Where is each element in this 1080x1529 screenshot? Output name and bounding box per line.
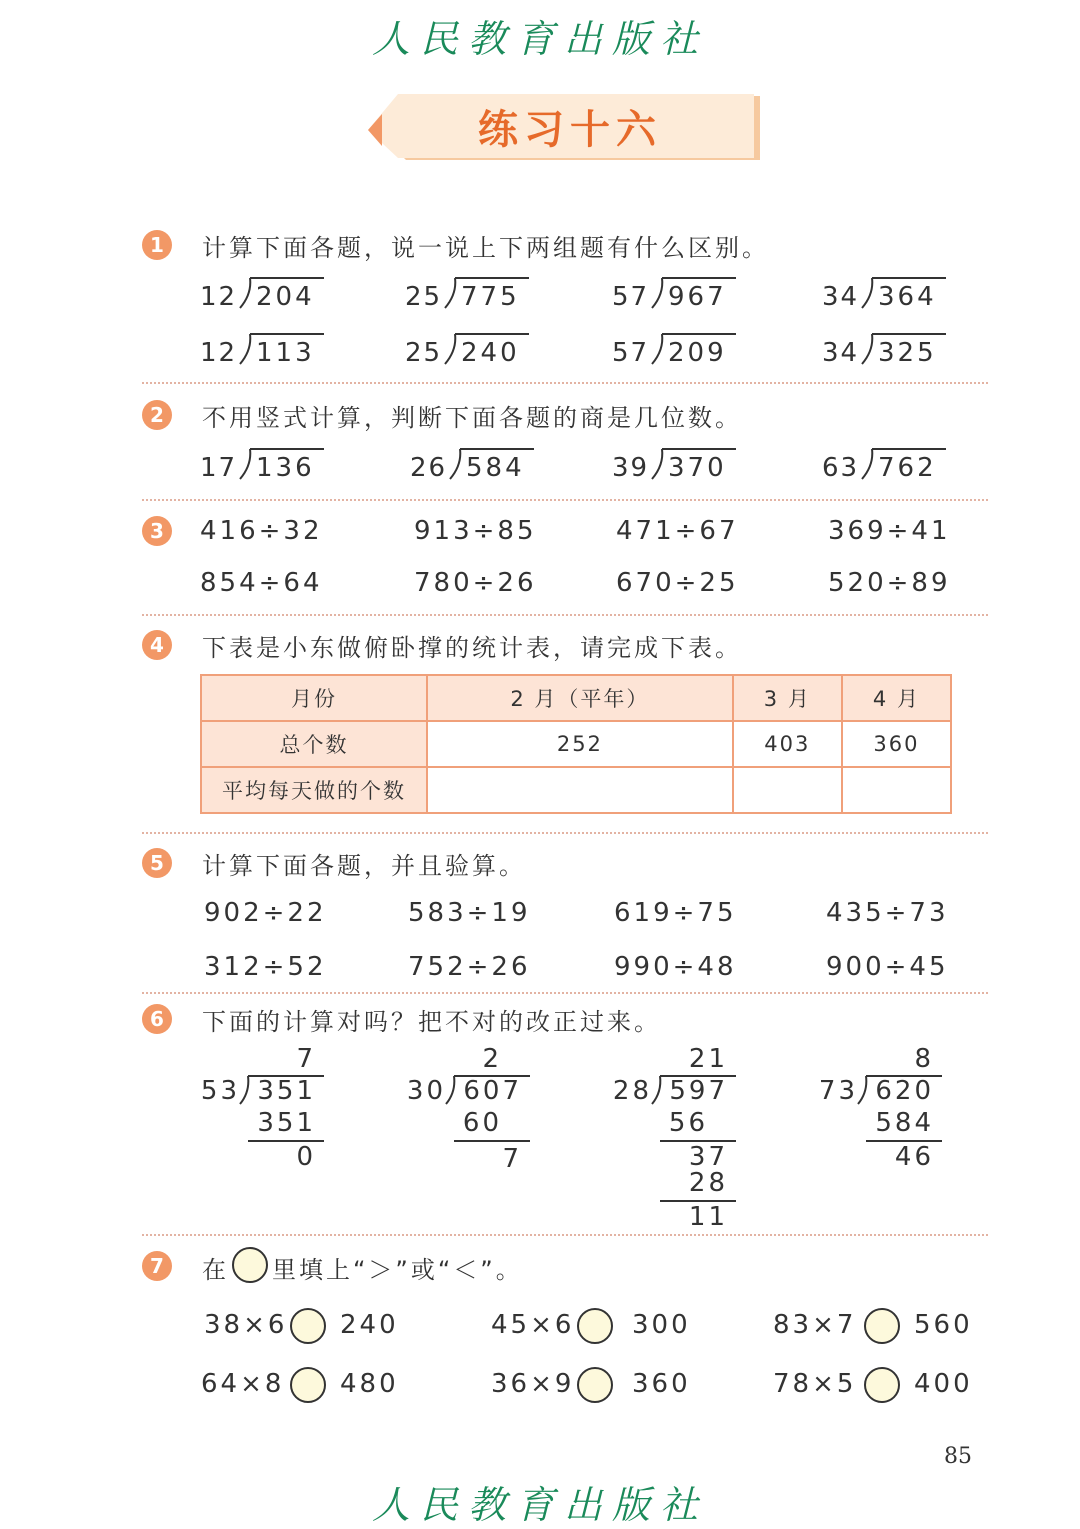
dividend: 364 [878, 282, 937, 312]
dividend: 775 [461, 282, 520, 312]
subtraction-line [454, 1140, 530, 1142]
exercise-number-1: 1 [142, 230, 172, 260]
division-problem [612, 451, 742, 491]
answer-cell[interactable] [842, 767, 951, 813]
divisor: 25 [405, 282, 443, 312]
work-step: 28 [688, 1168, 728, 1198]
table-header-row [201, 675, 951, 721]
section-divider [142, 992, 988, 994]
dividend: 607 [463, 1076, 522, 1106]
remainder: 7 [502, 1144, 522, 1174]
work-step: 351 [257, 1108, 316, 1138]
division-expression: 854÷64 [200, 568, 323, 598]
division-problem [822, 280, 952, 320]
long-division-work [406, 1044, 566, 1224]
quotient: 7 [296, 1044, 316, 1074]
division-expression: 780÷26 [414, 568, 537, 598]
answer-cell[interactable] [733, 767, 842, 813]
division-problem [405, 280, 535, 320]
division-problem [612, 336, 742, 376]
work-step: 584 [875, 1108, 934, 1138]
divisor: 12 [200, 282, 238, 312]
dividend: 967 [668, 282, 727, 312]
dividend: 351 [257, 1076, 316, 1106]
pushup-stats-table [200, 674, 952, 814]
table-cell: 360 [842, 721, 951, 767]
dividend: 584 [466, 453, 525, 483]
exercise-number-7: 7 [142, 1251, 172, 1281]
divisor: 57 [612, 282, 650, 312]
work-step: 56 [668, 1108, 708, 1138]
comparison-right: 360 [632, 1369, 691, 1399]
exercise-number-3: 3 [142, 516, 172, 546]
division-expression: 900÷45 [826, 952, 949, 982]
division-expression: 369÷41 [828, 516, 951, 546]
long-division-work [818, 1044, 978, 1224]
exercise-7-instruction-start: 在 [202, 1256, 229, 1284]
dividend: 370 [668, 453, 727, 483]
divisor: 30 [406, 1076, 446, 1106]
comparison-left: 83×7 [773, 1310, 857, 1340]
comparison-right: 560 [914, 1310, 973, 1340]
table-header-cell: 月份 [201, 675, 427, 721]
table-row [201, 767, 951, 813]
division-problem [200, 336, 330, 376]
divisor: 28 [612, 1076, 652, 1106]
remainder: 46 [894, 1142, 934, 1172]
divisor: 25 [405, 338, 443, 368]
division-expression: 435÷73 [826, 898, 949, 928]
comparison-item [773, 1367, 973, 1407]
comparison-circle[interactable] [864, 1367, 900, 1403]
table-cell: 403 [733, 721, 842, 767]
dividend: 325 [878, 338, 937, 368]
dividend: 204 [256, 282, 315, 312]
answer-circle-icon [232, 1247, 268, 1283]
section-divider [142, 382, 988, 384]
division-expression: 619÷75 [614, 898, 737, 928]
division-problem [822, 451, 952, 491]
exercise-5-instruction: 计算下面各题，并且验算。 [202, 852, 526, 880]
division-problem [612, 280, 742, 320]
dividend: 762 [878, 453, 937, 483]
comparison-circle[interactable] [577, 1367, 613, 1403]
table-cell: 252 [427, 721, 733, 767]
division-problem [822, 336, 952, 376]
division-expression: 990÷48 [614, 952, 737, 982]
divisor: 26 [410, 453, 448, 483]
comparison-item [201, 1367, 401, 1407]
table-row [201, 721, 951, 767]
work-step: 60 [462, 1108, 502, 1138]
comparison-left: 64×8 [201, 1369, 285, 1399]
division-expression: 902÷22 [204, 898, 327, 928]
division-expression: 752÷26 [408, 952, 531, 982]
divisor: 53 [200, 1076, 240, 1106]
comparison-circle[interactable] [290, 1308, 326, 1344]
work-step: 37 [688, 1142, 728, 1172]
division-expression: 520÷89 [828, 568, 951, 598]
dividend: 240 [461, 338, 520, 368]
long-division-work [612, 1044, 772, 1232]
section-divider [142, 614, 988, 616]
comparison-right: 480 [340, 1369, 399, 1399]
page-number: 85 [944, 1444, 972, 1469]
quotient: 8 [914, 1044, 934, 1074]
exercise-4-instruction: 下表是小东做俯卧撑的统计表，请完成下表。 [202, 634, 742, 662]
section-divider [142, 1234, 988, 1236]
table-row-label: 总个数 [201, 721, 427, 767]
comparison-circle[interactable] [577, 1308, 613, 1344]
comparison-left: 45×6 [491, 1310, 575, 1340]
answer-cell[interactable] [427, 767, 733, 813]
divisor: 34 [822, 282, 860, 312]
division-expression: 416÷32 [200, 516, 323, 546]
exercise-7-instruction-end: 里填上“＞”或“＜”。 [272, 1256, 523, 1284]
page-title: 练习十六 [478, 106, 662, 153]
comparison-right: 300 [632, 1310, 691, 1340]
divisor: 17 [200, 453, 238, 483]
division-expression: 670÷25 [616, 568, 739, 598]
divisor: 12 [200, 338, 238, 368]
remainder: 11 [688, 1202, 728, 1232]
publisher-footer: 人民教育出版社 [371, 1483, 708, 1527]
dividend: 113 [256, 338, 315, 368]
division-problem [200, 451, 330, 491]
division-expression: 312÷52 [204, 952, 327, 982]
table-header-cell: 2 月（平年） [427, 675, 733, 721]
exercise-number-4: 4 [142, 630, 172, 660]
exercise-1-instruction: 计算下面各题，说一说上下两组题有什么区别。 [202, 234, 769, 262]
comparison-item [491, 1308, 691, 1348]
division-problem [200, 280, 330, 320]
comparison-item [773, 1308, 973, 1348]
dividend: 209 [668, 338, 727, 368]
exercise-number-5: 5 [142, 848, 172, 878]
table-row-label: 平均每天做的个数 [201, 767, 427, 813]
quotient: 2 [482, 1044, 502, 1074]
comparison-circle[interactable] [864, 1308, 900, 1344]
publisher-header: 人民教育出版社 [371, 17, 708, 61]
exercise-number-6: 6 [142, 1004, 172, 1034]
comparison-item [204, 1308, 404, 1348]
dividend: 597 [669, 1076, 728, 1106]
division-problem [410, 451, 540, 491]
divisor: 39 [612, 453, 650, 483]
comparison-right: 240 [340, 1310, 399, 1340]
comparison-left: 38×6 [204, 1310, 288, 1340]
section-divider [142, 832, 988, 834]
remainder: 0 [296, 1142, 316, 1172]
divisor: 63 [822, 453, 860, 483]
comparison-circle[interactable] [290, 1367, 326, 1403]
exercise-6-instruction: 下面的计算对吗？把不对的改正过来。 [202, 1008, 661, 1036]
dividend: 136 [256, 453, 315, 483]
table-header-cell: 3 月 [733, 675, 842, 721]
table-header-cell: 4 月 [842, 675, 951, 721]
long-division-work [200, 1044, 360, 1224]
exercise-number-2: 2 [142, 400, 172, 430]
comparison-left: 36×9 [491, 1369, 575, 1399]
division-expression: 471÷67 [616, 516, 739, 546]
division-problem [405, 336, 535, 376]
divisor: 34 [822, 338, 860, 368]
divisor: 57 [612, 338, 650, 368]
comparison-right: 400 [914, 1369, 973, 1399]
division-expression: 583÷19 [408, 898, 531, 928]
comparison-item [491, 1367, 691, 1407]
divisor: 73 [818, 1076, 858, 1106]
exercise-2-instruction: 不用竖式计算，判断下面各题的商是几位数。 [202, 404, 742, 432]
comparison-left: 78×5 [773, 1369, 857, 1399]
quotient: 21 [688, 1044, 728, 1074]
dividend: 620 [875, 1076, 934, 1106]
section-divider [142, 499, 988, 501]
division-expression: 913÷85 [414, 516, 537, 546]
